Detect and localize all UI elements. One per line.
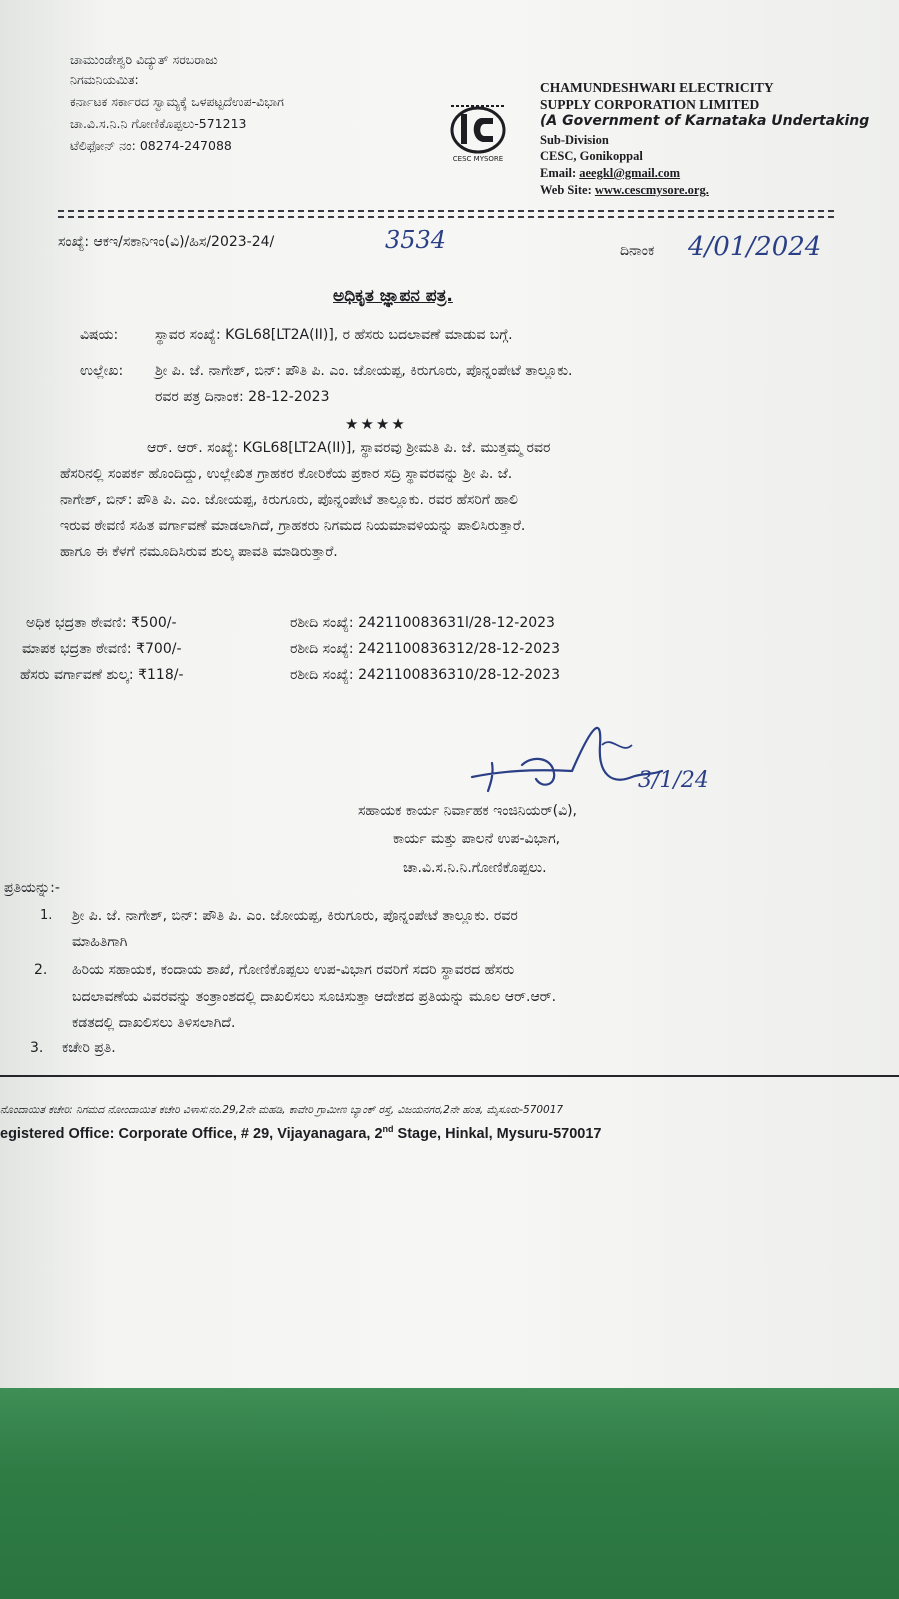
email-link[interactable]: aeegkl@gmail.com: [579, 166, 681, 180]
fee-row: [22, 641, 182, 657]
copy-item-line: ಕಡತದಲ್ಲಿ ದಾಖಲಿಸಲು ತಿಳಿಸಲಾಗಿದೆ.: [72, 1015, 236, 1031]
copy-item-line: ಹಿರಿಯ ಸಹಾಯಕ, ಕಂದಾಯ ಶಾಖೆ, ಗೋಣಿಕೊಪ್ಪಲು ಉಪ-ವಿಭಾಗ ರವರಿಗೆ ಸದರಿ ಸ್ಥಾವರದ ಹೆಸರು: [72, 962, 515, 978]
header-english-line2: SUPPLY CORPORATION LIMITED: [540, 97, 760, 112]
header-divider-bottom: [58, 216, 834, 218]
reference-text: ಶ್ರೀ ಪಿ. ಜೆ. ನಾಗೇಶ್, ಬಿನ್: ಪೌತಿ ಪಿ. ಎಂ. ಜೋಯಪ್ಪ, ಕಿರುಗೂರು, ಪೊನ್ನಂಪೇಟೆ ತಾಲ್ಲೂಕು.: [155, 363, 573, 379]
fee-row: [20, 667, 184, 683]
footer-address-sup: nd: [382, 1124, 394, 1134]
footer-divider: [0, 1075, 899, 1077]
copy-item-line: ಮಾಹಿತಿಗಾಗಿ: [72, 934, 128, 950]
fee-amount: ₹118/-: [138, 667, 184, 683]
body-line-2: ಹೆಸರಿನಲ್ಲಿ ಸಂಪರ್ಕ ಹೊಂದಿದ್ದು, ಉಲ್ಲೇಖಿತ ಗ್ರಾಹಕರ ಕೋರಿಕೆಯ ಪ್ರಕಾರ ಸದ್ರಿ ಸ್ಥಾವರವನ್ನು ಶ್ರೀ ಪಿ. ಜೆ.: [60, 466, 513, 482]
section-stars: ★★★★: [345, 415, 407, 433]
copy-item-number: 3.: [30, 1040, 44, 1056]
header-website: [540, 183, 709, 198]
fee-receipt: [290, 641, 560, 657]
copy-item-line: ಕಚೇರಿ ಪ್ರತಿ.: [62, 1040, 116, 1056]
receipt-label: ರಶೀದಿ ಸಂಖ್ಯೆ:: [290, 615, 354, 631]
fee-amount: ₹700/-: [136, 641, 182, 657]
reference-label: ಉಲ್ಲೇಖ:: [80, 363, 124, 379]
email-label: Email:: [540, 166, 577, 180]
footer-kannada-address: ನೊಂದಾಯಿತ ಕಚೇರಿ: ನಿಗಮದ ನೋಂದಾಯಿತ ಕಚೇರಿ ವಿಳಾಸ:ನಂ.29,2ನೇ ಮಹಡಿ, ಕಾವೇರಿ ಗ್ರಾಮೀಣ ಬ್ಯಾಂಕ್ ರಸ್ತೆ, ವಿಜಯನಗರ,2ನೇ ಹಂತ, ಮೈಸೂರು-570017: [0, 1104, 564, 1116]
header-kannada-line3: ಕರ್ನಾಟಕ ಸರ್ಕಾರದ ಸ್ವಾಮ್ಯಕ್ಕೆ ಒಳಪಟ್ಟದೆಉಪ-ವಿಭಾಗ: [70, 94, 284, 109]
receipt-label: ರಶೀದಿ ಸಂಖ್ಯೆ:: [290, 667, 354, 683]
fee-row: [26, 615, 177, 631]
copy-item-line: ಬದಲಾವಣೆಯ ವಿವರವನ್ನು ತಂತ್ರಾಂಶದಲ್ಲಿ ದಾಖಲಿಸಲು ಸೂಚಿಸುತ್ತಾ ಆದೇಶದ ಪ್ರತಿಯನ್ನು ಮೂಲ ಆರ್.ಆರ್.: [72, 989, 557, 1005]
body-line-3: ನಾಗೇಶ್, ಬಿನ್: ಪೌತಿ ಪಿ. ಎಂ. ಜೋಯಪ್ಪ, ಕಿರುಗೂರು, ಪೊನ್ನಂಪೇಟೆ ತಾಲ್ಲೂಕು. ರವರ ಹೆಸರಿಗೆ ಹಾಲಿ: [60, 492, 518, 508]
receipt-number: 2421100836312/28-12-2023: [358, 641, 560, 657]
reference-letter-date: ರವರ ಪತ್ರ ದಿನಾಂಕ: 28-12-2023: [155, 389, 330, 405]
header-kannada-line2: ನಿಗಮನಿಯಮಿತ:: [70, 72, 139, 87]
green-table-surface: [0, 1388, 899, 1599]
cesc-logo-icon: [441, 100, 515, 164]
fee-amount: ₹500/-: [131, 615, 177, 631]
receipt-number: 242110083631l/28-12-2023: [358, 615, 555, 631]
reference-number-label: ಸಂಖ್ಯೆ: ಆಕಇ/ಸಕಾನಿಇಂ(ವಿ)/ಹಿಸ/2023-24/: [58, 234, 275, 250]
body-line-5: ಹಾಗೂ ಈ ಕೆಳಗೆ ನಮೂದಿಸಿರುವ ಶುಲ್ಕ ಪಾವತಿ ಮಾಡಿರುತ್ತಾರೆ.: [60, 544, 338, 560]
body-line-1: ಆರ್. ಆರ್. ಸಂಖ್ಯೆ: KGL68[LT2A(II)], ಸ್ಥಾವರವು ಶ್ರೀಮತಿ ಪಿ. ಜೆ. ಮುತ್ತಮ್ಮ ರವರ: [147, 440, 551, 456]
signatory-office: ಚಾ.ವಿ.ಸ.ನಿ.ನಿ.ಗೋಣಿಕೊಪ್ಪಲು.: [403, 860, 547, 876]
receipt-number: 2421100836310/28-12-2023: [358, 667, 560, 683]
header-email: [540, 166, 680, 181]
copies-label: ಪ್ರತಿಯನ್ನು:-: [4, 880, 60, 896]
footer-address-part2: Stage, Hinkal, Mysuru-570017: [393, 1125, 602, 1142]
copy-item-number: 2.: [34, 962, 48, 978]
document-title: ಅಧಿಕೃತ ಜ್ಞಾಪನ ಪತ್ರ.: [333, 286, 453, 306]
header-english-line1: CHAMUNDESHWARI ELECTRICITY: [540, 80, 774, 95]
header-kannada-line4: ಚಾ.ವಿ.ಸ.ನಿ.ನಿ ಗೋಣಿಕೊಪ್ಪಲು-571213: [70, 116, 247, 131]
subject-text: ಸ್ಥಾವರ ಸಂಖ್ಯೆ: KGL68[LT2A(II)], ರ ಹೆಸರು ಬದಲಾವಣೆ ಮಾಡುವ ಬಗ್ಗೆ.: [155, 327, 513, 343]
header-divider-top: [58, 210, 834, 212]
reference-number-handwritten: 3534: [385, 226, 447, 254]
signatory-section: ಕಾರ್ಯ ಮತ್ತು ಪಾಲನೆ ಉಪ-ವಿಭಾಗ,: [393, 831, 561, 847]
signatory-designation: ಸಹಾಯಕ ಕಾರ್ಯ ನಿರ್ವಾಹಕ ಇಂಜಿನಿಯರ್(ವಿ),: [358, 803, 578, 819]
date-handwritten: 4/01/2024: [688, 232, 822, 262]
footer-english-address: [0, 1124, 601, 1142]
subject-label: ವಿಷಯ:: [80, 327, 119, 343]
body-line-4: ಇರುವ ಠೇವಣಿ ಸಹಿತ ವರ್ಗಾವಣೆ ಮಾಡಲಾಗಿದೆ, ಗ್ರಾಹಕರು ನಿಗಮದ ನಿಯಮಾವಳಿಯನ್ನು ಪಾಲಿಸಿರುತ್ತಾರೆ.: [60, 518, 526, 534]
logo-caption: CESC MYSORE: [452, 155, 504, 163]
fee-label: ಮಾಪಕ ಭದ್ರತಾ ಠೇವಣಿ:: [22, 641, 132, 657]
website-link[interactable]: www.cescmysore.org.: [594, 183, 709, 197]
fee-label: ಅಧಿಕ ಭದ್ರತಾ ಠೇವಣಿ:: [26, 615, 127, 631]
header-kannada-line5: ಟೆಲಿಫೋನ್ ನಂ: 08274-247088: [70, 138, 232, 153]
header-kannada-line1: ಚಾಮುಂಡೇಶ್ವರಿ ವಿದ್ಯುತ್ ಸರಬರಾಜು: [70, 52, 218, 67]
header-english-line5: CESC, Gonikoppal: [540, 149, 643, 163]
header-english-line3: (A Government of Karnataka Undertaking: [540, 113, 870, 129]
handwritten-signature: [462, 715, 742, 815]
fee-label: ಹೆಸರು ವರ್ಗಾವಣೆ ಶುಲ್ಕ:: [20, 667, 134, 683]
copy-item-line: ಶ್ರೀ ಪಿ. ಜೆ. ನಾಗೇಶ್, ಬಿನ್: ಪೌತಿ ಪಿ. ಎಂ. ಜೋಯಪ್ಪ, ಕಿರುಗೂರು, ಪೊನ್ನಂಪೇಟೆ ತಾಲ್ಲೂಕು. ರವರ: [72, 908, 518, 924]
receipt-label: ರಶೀದಿ ಸಂಖ್ಯೆ:: [290, 641, 354, 657]
header-english-line4: Sub-Division: [540, 133, 609, 147]
date-label: ದಿನಾಂಕ: [620, 243, 655, 259]
fee-receipt: [290, 615, 555, 631]
footer-address-part1: egistered Office: Corporate Office, # 29, Vijayanagara, 2: [0, 1125, 383, 1142]
copy-item-number: 1.: [40, 908, 53, 923]
signature-date: 3/1/24: [638, 768, 709, 793]
fee-receipt: [290, 667, 560, 683]
web-label: Web Site:: [540, 183, 592, 197]
